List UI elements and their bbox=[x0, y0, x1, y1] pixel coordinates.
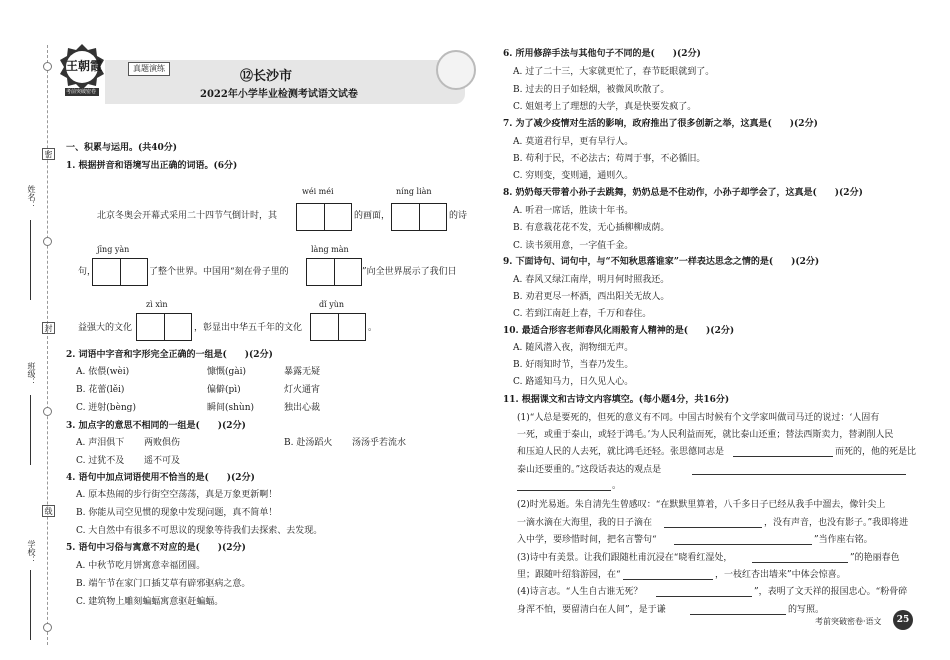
answer-grid[interactable] bbox=[92, 258, 148, 286]
fill-blank[interactable] bbox=[674, 544, 812, 545]
paragraph-line: 。 bbox=[612, 481, 622, 491]
paragraph-line: ，没有声音，也没有影子。”我即将进 bbox=[764, 518, 909, 528]
option: C. 穷则变，变则通，通则久。 bbox=[513, 171, 634, 181]
option: B. 赴汤蹈火 bbox=[284, 438, 333, 448]
text-line: 益强大的文化 bbox=[78, 323, 133, 333]
binding-hole bbox=[43, 407, 52, 416]
text-line: 。 bbox=[368, 323, 378, 333]
option: A. 中秋节吃月饼寓意幸福团圆。 bbox=[76, 561, 206, 571]
class-label: 班级： bbox=[27, 362, 36, 386]
section-heading: 一、积累与运用。(共40分) bbox=[66, 143, 178, 153]
option: A. 春风又绿江南岸，明月何时照我还。 bbox=[513, 275, 670, 285]
option: B. 端午节在家门口插艾草有辟邪驱病之意。 bbox=[76, 579, 251, 589]
name-label: 姓名： bbox=[27, 185, 36, 209]
text-line: 的诗 bbox=[449, 211, 468, 221]
name-line bbox=[30, 220, 31, 300]
paragraph-line: (4)诗言志。“人生自古谁无死？ bbox=[517, 587, 643, 597]
text-line: ，彰显出中华五千年的文化 bbox=[194, 323, 303, 333]
option: 遥不可及 bbox=[144, 456, 181, 466]
option: C. 若到江南赶上春，千万和春住。 bbox=[513, 309, 652, 319]
option: B. 过去的日子如轻烟，被微风吹散了。 bbox=[513, 85, 670, 95]
option: C. 过犹不及 bbox=[76, 456, 125, 466]
option: 汤汤乎若流水 bbox=[352, 438, 407, 448]
fill-blank[interactable] bbox=[623, 579, 713, 580]
question-title: 4. 语句中加点词语使用不恰当的是( )(2分) bbox=[66, 473, 255, 483]
text-line: ”向全世界展示了我们日 bbox=[362, 267, 457, 277]
option: 偏僻(pì) bbox=[207, 385, 241, 395]
brand-name: 王朝霞 bbox=[66, 59, 103, 73]
question-title: 5. 语句中习俗与寓意不对应的是( )(2分) bbox=[66, 543, 246, 553]
class-line bbox=[30, 395, 31, 465]
option: B. 好雨知时节，当春乃发生。 bbox=[513, 360, 634, 370]
section-tag: 真题演练 bbox=[128, 62, 170, 76]
option: A. 莫道君行早，更有早行人。 bbox=[513, 137, 634, 147]
clock-icon bbox=[436, 50, 476, 90]
question-title: 1. 根据拼音和语境写出正确的词语。(6分) bbox=[66, 161, 238, 171]
pinyin: níng liàn bbox=[396, 187, 432, 196]
option: B. 苟利于民，不必法古；苟周于事，不必循旧。 bbox=[513, 154, 706, 164]
school-label: 学校： bbox=[27, 540, 36, 564]
option: 灯火通宵 bbox=[284, 385, 321, 395]
option: B. 你能从司空见惯的现象中发现问题，真不简单！ bbox=[76, 508, 278, 518]
option: 两败俱伤 bbox=[144, 438, 181, 448]
seal-mark: 密 bbox=[44, 150, 53, 158]
answer-grid[interactable] bbox=[391, 203, 447, 231]
option: A. 声泪俱下 bbox=[76, 438, 125, 448]
paragraph-line: ”，表明了文天祥的报国忠心。“粉骨碎 bbox=[754, 587, 908, 597]
fill-blank[interactable] bbox=[656, 596, 752, 597]
city-title: ⑫长沙市 bbox=[240, 69, 293, 84]
option: C. 大自然中有很多不可思议的现象等待我们去探索、去发现。 bbox=[76, 526, 323, 536]
option: A. 随风潜入夜，润物细无声。 bbox=[513, 343, 634, 353]
exam-title: 2022年小学毕业检测考试语文试卷 bbox=[200, 89, 358, 100]
paragraph-line: ”的艳丽春色 bbox=[850, 553, 900, 563]
option: C. 迸射(bèng) bbox=[76, 403, 136, 413]
fill-blank[interactable] bbox=[692, 474, 906, 475]
paragraph-line: (3)诗中有美景。让我们跟随杜甫沉浸在“晓看红湿处， bbox=[517, 553, 733, 563]
question-title: 8. 奶奶每天带着小孙子去跳舞，奶奶总是不住动作，小孙子却学会了，这真是( )(2分) bbox=[503, 188, 863, 198]
binding-hole bbox=[43, 62, 52, 71]
paragraph-line: ，一枝红杏出墙来”中体会惊喜。 bbox=[715, 570, 846, 580]
binding-hole bbox=[43, 237, 52, 246]
pinyin: dǐ yùn bbox=[319, 300, 345, 309]
question-title: 3. 加点字的意思不相同的一组是( )(2分) bbox=[66, 421, 246, 431]
footer-label: 考前突破密卷·语文 bbox=[815, 617, 882, 626]
option: B. 劝君更尽一杯酒，西出阳关无故人。 bbox=[513, 292, 670, 302]
paragraph-line: 身浑不怕，要留清白在人间”，是于谦 bbox=[517, 605, 666, 615]
option: A. 听君一席话，胜读十年书。 bbox=[513, 206, 634, 216]
paragraph-line: 泰山还要重的。”这段话表达的观点是 bbox=[517, 465, 662, 475]
option: A. 依偎(wèi) bbox=[76, 367, 130, 377]
option: 慷慨(gài) bbox=[207, 367, 247, 377]
pinyin: zì xìn bbox=[146, 300, 168, 309]
paragraph-line: 而死的，他的死是比 bbox=[835, 447, 917, 457]
seal-mark: 封 bbox=[44, 324, 53, 332]
paragraph-line: 的写照。 bbox=[788, 605, 825, 615]
option: B. 花蕾(lěi) bbox=[76, 385, 125, 395]
text-line: 北京冬奥会开幕式采用二十四节气倒计时，其 bbox=[97, 211, 278, 221]
paragraph-line: (2)时光易逝。朱自清先生曾感叹：“在默默里算着，八千多日子已经从我手中溜去，像针尖上 bbox=[517, 500, 886, 510]
text-line: 句， bbox=[78, 267, 97, 277]
answer-grid[interactable] bbox=[296, 203, 352, 231]
text-line: 的画面， bbox=[354, 211, 391, 221]
brand-logo bbox=[57, 42, 107, 98]
fill-blank[interactable] bbox=[690, 614, 786, 615]
paragraph-line: (1)“人总是要死的，但死的意义有不同。中国古时候有个文学家叫做司马迁的说过：‘人固有 bbox=[517, 413, 880, 423]
question-title: 10. 最适合形容老师春风化雨般育人精神的是( )(2分) bbox=[503, 326, 735, 336]
fill-blank[interactable] bbox=[733, 456, 833, 457]
option: C. 路遥知马力，日久见人心。 bbox=[513, 377, 634, 387]
question-title: 9. 下面诗句、词句中，与“不知秋思落谁家”一样表达思念之情的是( )(2分) bbox=[503, 257, 820, 267]
option: 独出心裁 bbox=[284, 403, 321, 413]
answer-grid[interactable] bbox=[136, 313, 192, 341]
option: B. 有意栽花花不发，无心插柳柳成荫。 bbox=[513, 223, 670, 233]
option: 瞬间(shùn) bbox=[207, 403, 255, 413]
seal-mark: 线 bbox=[44, 507, 53, 515]
pinyin: làng màn bbox=[311, 245, 349, 254]
brand-subtitle: 考前突破密卷 bbox=[66, 89, 97, 95]
option: A. 过了二十三，大家就更忙了，春节眨眼就到了。 bbox=[513, 67, 715, 77]
question-title: 6. 所用修辞手法与其他句子不同的是( )(2分) bbox=[503, 49, 701, 59]
option: A. 原本热闹的步行街空空荡荡，真是万象更新啊！ bbox=[76, 490, 278, 500]
answer-grid[interactable] bbox=[310, 313, 366, 341]
paragraph-line: ”当作座右铭。 bbox=[814, 535, 873, 545]
fill-blank[interactable] bbox=[517, 490, 611, 491]
fill-blank[interactable] bbox=[752, 562, 848, 563]
fill-blank[interactable] bbox=[664, 527, 762, 528]
paragraph-line: 一死，或重于泰山，或轻于鸿毛。’为人民利益而死，就比泰山还重；替法西斯卖力，替剥削人民 bbox=[517, 430, 894, 440]
paragraph-line: 入中学，要珍惜时间，把名言警句“ bbox=[517, 535, 657, 545]
paragraph-line: 一滴水滴在大海里，我的日子滴在 bbox=[517, 518, 653, 528]
school-line bbox=[30, 570, 31, 640]
question-title: 2. 词语中字音和字形完全正确的一组是( )(2分) bbox=[66, 350, 273, 360]
paragraph-line: 和压迫人民的人去死，就比鸿毛还轻。张思德同志是 bbox=[517, 447, 725, 457]
option: 暴露无疑 bbox=[284, 367, 321, 377]
text-line: 了整个世界。中国用“刻在骨子里的 bbox=[149, 267, 289, 277]
question-title: 11. 根据课文和古诗文内容填空。(每小题4分，共16分) bbox=[503, 395, 730, 405]
page-number: 25 bbox=[893, 610, 913, 630]
option: C. 姐姐考上了理想的大学，真是快要发疯了。 bbox=[513, 102, 697, 112]
option: C. 建筑物上雕刻蝙蝠寓意驱赶蝙蝠。 bbox=[76, 597, 224, 607]
question-title: 7. 为了减少疫情对生活的影响，政府推出了很多创新之举，这真是( )(2分) bbox=[503, 119, 818, 129]
binding-line bbox=[47, 45, 48, 645]
answer-grid[interactable] bbox=[306, 258, 362, 286]
pinyin: jīng yàn bbox=[97, 245, 130, 254]
binding-hole bbox=[43, 623, 52, 632]
option: C. 读书须用意，一字值千金。 bbox=[513, 241, 634, 251]
paragraph-line: 里；跟随叶绍翁游园，在“ bbox=[517, 570, 621, 580]
pinyin: wéi méi bbox=[302, 187, 334, 196]
